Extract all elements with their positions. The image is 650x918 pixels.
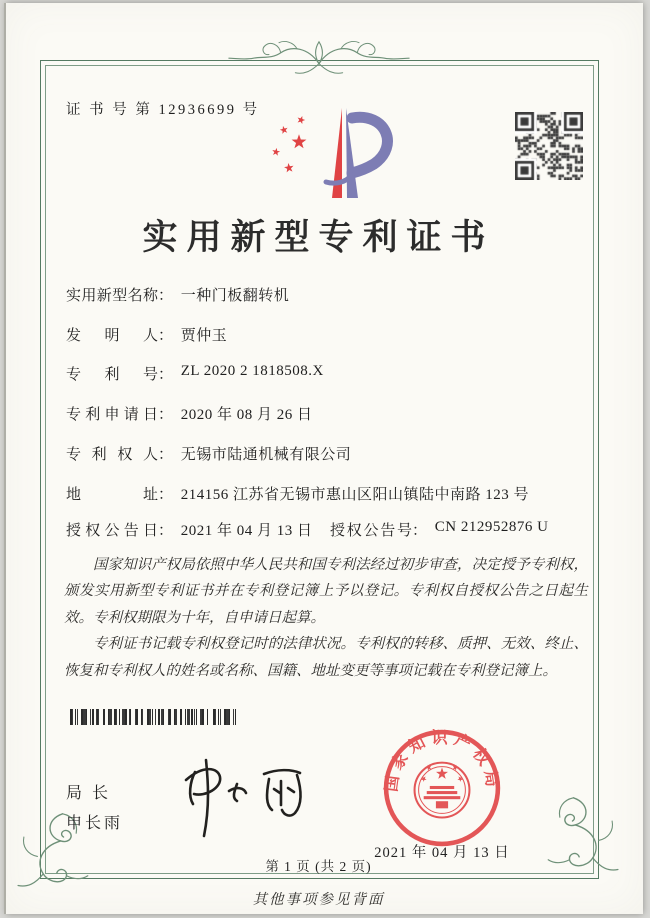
field-colon: ： [158, 523, 174, 539]
field-value: 2021 年 04 月 13 日 [180, 523, 313, 539]
legal-text [64, 552, 588, 684]
seal-agency-text: 国家知识产权局 [382, 729, 502, 793]
legal-paragraph-1: 国家知识产权局依照中华人民共和国专利法经过初步审查，决定授予专利权，颁发实用新型专利证书并在专利登记簿上予以登记。专利权自授权公告之日起生效。专利权期限为十年，自申请日起算。 [64, 557, 588, 626]
field-colon: ： [158, 447, 174, 463]
page-edge-line [4, 3, 6, 914]
top-border-ornament [228, 36, 410, 84]
certificate-number: 证 书 号 第 12936699 号 [66, 102, 260, 118]
official-seal [381, 727, 503, 849]
field-value: 贾仲玉 [180, 328, 228, 344]
field-value: 一种门板翻转机 [180, 288, 290, 304]
field-label: 发明人 [66, 328, 158, 344]
field-value: CN 212952876 U [434, 519, 549, 535]
field-label: 专利号 [66, 367, 158, 383]
field-patentee [66, 443, 586, 465]
field-utility-model-name [66, 284, 586, 306]
field-colon: ： [158, 328, 174, 344]
field-filing-date [66, 403, 586, 425]
back-side-note: 其他事项参见背面 [252, 892, 385, 908]
director-title: 局 长 [66, 785, 112, 802]
field-label: 授权公告号 [330, 523, 412, 539]
field-label: 地址 [66, 487, 158, 503]
logo-stars [271, 115, 306, 173]
field-colon: ： [158, 407, 174, 423]
certificate-title: 实用新型专利证书 [142, 218, 495, 257]
seal-national-emblem [415, 763, 470, 818]
field-colon: ： [158, 367, 174, 383]
director-signature-handwriting [165, 752, 317, 840]
field-label: 专利权人 [66, 447, 158, 463]
field-colon: ： [412, 523, 428, 539]
field-patent-number [66, 363, 586, 385]
field-inventor [66, 324, 586, 346]
seal-date: 2021 年 04 月 13 日 [374, 845, 510, 861]
field-label: 专利申请日 [66, 407, 158, 423]
field-value: 无锡市陆通机械有限公司 [180, 447, 352, 463]
field-grant-number [330, 519, 548, 540]
field-address [66, 483, 586, 505]
field-value: ZL 2020 2 1818508.X [180, 363, 324, 379]
field-colon: ： [158, 288, 174, 304]
page-number: 第 1 页 (共 2 页) [265, 859, 372, 874]
barcode [70, 709, 236, 725]
field-label: 授权公告日 [66, 523, 158, 539]
legal-paragraph-2: 专利证书记载专利权登记时的法律状况。专利权的转移、质押、无效、终止、恢复和专利权人的姓名或名称、国籍、地址变更等事项记载在专利登记簿上。 [64, 636, 588, 679]
field-grant-row [66, 519, 586, 541]
field-value: 214156 江苏省无锡市惠山区阳山镇陆中南路 123 号 [180, 487, 530, 503]
field-label: 实用新型名称 [66, 288, 158, 304]
field-value: 2020 年 08 月 26 日 [180, 407, 313, 423]
qr-code [515, 112, 583, 180]
director-name: 申长雨 [66, 815, 124, 832]
cnipa-logo [262, 98, 398, 206]
field-colon: ： [158, 487, 174, 503]
logo-p-bowl [352, 117, 387, 173]
